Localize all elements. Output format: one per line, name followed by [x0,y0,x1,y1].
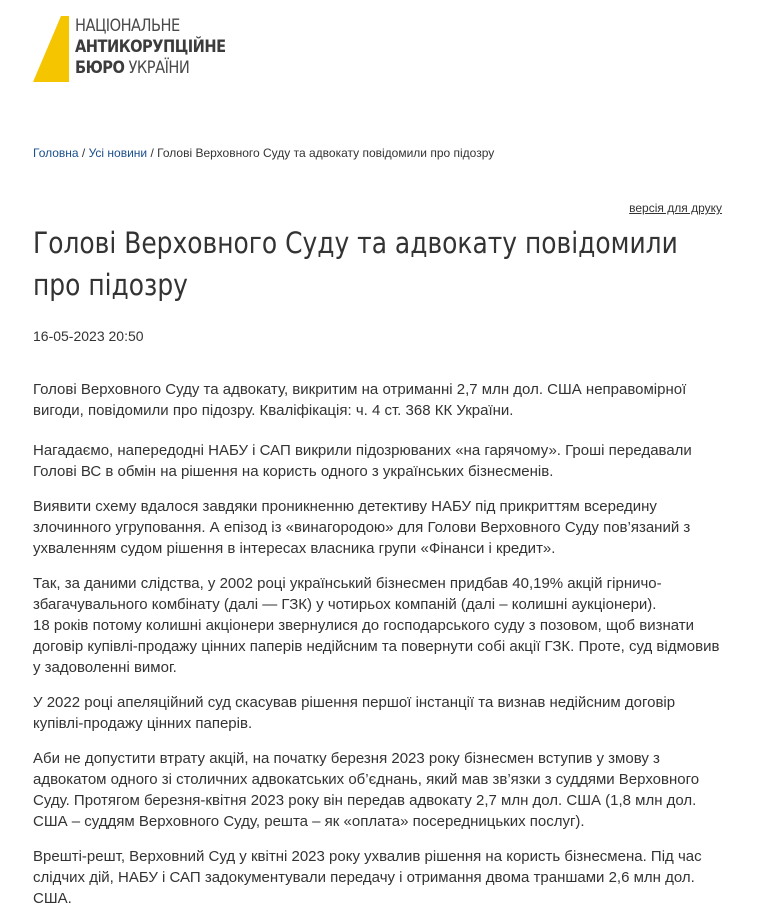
article-body [33,379,725,923]
logo-line-3 [75,58,226,79]
article-paragraph-line: 18 років потому колишні акціонери звернулися до господарського суду з позовом, щоб визнати договір купівлі-продажу цінних паперів недійсним та повернути собі акції ГЗК. Проте, суд відмовив у задоволенні вимог. [33,617,720,676]
logo-triangle-icon [33,16,73,82]
page-title: Голові Верховного Суду та адвокату повідомили про підозру [33,226,678,302]
print-version-link[interactable]: версія для друку [629,201,722,215]
article-paragraph: Виявити схему вдалося завдяки проникненню детективу НАБУ під прикриттям всередину злочинного угруповання. А епізод із «винагородою» для Голови Верховного Суду пов’язаний з ухваленням судом рішення в інтересах власника групи «Фінанси і кредит». [33,498,691,557]
breadcrumb-news-link[interactable]: Усі новини [88,146,148,160]
logo-line-3-rest: УКРАЇНИ [124,58,190,78]
breadcrumb [33,146,494,160]
article-paragraph: Врешті-решт, Верховний Суд у квітні 2023 року ухвалив рішення на користь бізнесмена. Під час слідчих дій, НАБУ і САП задокументували передачу і отримання двома траншами 2,6 млн дол. США. [33,848,702,907]
article-paragraph: Аби не допустити втрату акцій, на початку березня 2023 року бізнесмен вступив у змову з адвокатом одного зі столичних адвокатських об’єднань, який мав зв’язки з суддями Верховного Суду. Протягом березня-квітня 2023 року він передав адвокату 2,7 млн дол. США (1,8 млн дол. США – суддям Верховного Суду, решта – як «оплата» посередницьких послуг). [33,750,700,830]
logo-line-1: НАЦІОНАЛЬНЕ [75,16,180,36]
publish-date: 16-05-2023 20:50 [33,328,144,344]
article-paragraph-line: Так, за даними слідства, у 2002 році український бізнесмен придбав 40,19% акцій гірничо-збагачувального комбінату (далі — ГЗК) у чотирьох компаній (далі – колишні аукціонери). [33,575,662,613]
breadcrumb-separator: / [78,146,89,160]
article-paragraph [33,573,725,678]
logo-text [75,16,226,79]
breadcrumb-current: Голові Верховного Суду та адвокату повідомили про підозру [157,146,495,160]
article-paragraph: Голові Верховного Суду та адвокату, викритим на отриманні 2,7 млн дол. США неправомірної вигоди, повідомили про підозру. Кваліфікація: ч. 4 ст. 368 КК України. [33,381,687,419]
nabu-logo[interactable] [33,16,253,86]
logo-line-3-bold: БЮРО [75,58,125,78]
breadcrumb-home-link[interactable]: Головна [33,146,79,160]
article-paragraph: У 2022 році апеляційний суд скасував рішення першої інстанції та визнав недійсним договір купівлі-продажу цінних паперів. [33,694,676,732]
logo-line-2: АНТИКОРУПЦІЙНЕ [75,37,226,57]
article-paragraph: Нагадаємо, напередодні НАБУ і САП викрили підозрюваних «на гарячому». Гроші передавали Голові ВС в обмін на рішення на користь одного з українських бізнесменів. [33,442,692,480]
breadcrumb-separator: / [147,146,158,160]
